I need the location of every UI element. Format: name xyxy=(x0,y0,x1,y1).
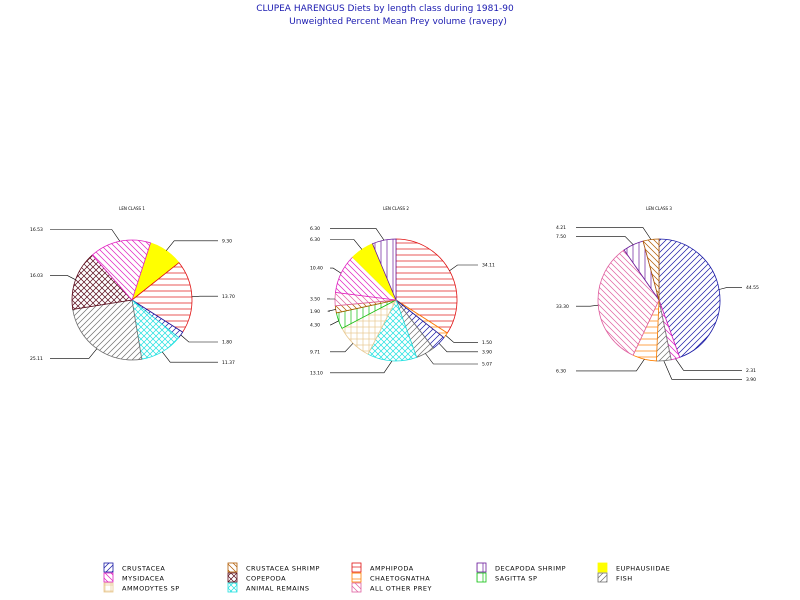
leader-line xyxy=(425,354,478,365)
leader-line xyxy=(50,276,76,280)
legend-swatch xyxy=(352,583,361,592)
leader-line xyxy=(166,241,218,251)
leader-line xyxy=(330,343,353,352)
legend-label: CRUSTACEA SHRIMP xyxy=(246,564,320,573)
leader-line xyxy=(576,237,633,245)
pie-3 xyxy=(556,206,759,383)
slice-label-fish: 5.07 xyxy=(482,362,493,368)
legend-swatch xyxy=(477,563,486,572)
pie-2 xyxy=(310,206,495,376)
pie-charts xyxy=(30,206,759,383)
slice-label-all-other-prey: 3.50 xyxy=(310,297,321,303)
legend xyxy=(104,563,670,593)
leader-line xyxy=(328,309,336,311)
slice-label-fish: 3.90 xyxy=(746,377,757,383)
slice-label-crustacea: 1.80 xyxy=(222,340,233,346)
slice-label-amphipoda: 34.11 xyxy=(482,263,495,269)
legend-swatch xyxy=(104,573,113,582)
leader-line xyxy=(330,361,392,373)
leader-line xyxy=(576,305,598,306)
legend-swatch xyxy=(228,573,237,582)
slice-label-crustacea: 3.90 xyxy=(482,350,493,356)
leader-line xyxy=(719,287,742,289)
legend-swatch xyxy=(598,573,607,582)
chart-subtitle: Unweighted Percent Mean Prey volume (ravepy) xyxy=(289,17,507,27)
pie-title: LEN CLASS 1 xyxy=(119,206,145,211)
leader-line xyxy=(330,240,362,250)
legend-swatch xyxy=(104,583,113,592)
slice-label-fish: 25.11 xyxy=(30,356,43,362)
pie-1 xyxy=(30,206,235,366)
leader-line xyxy=(439,343,478,352)
legend-label: AMPHIPODA xyxy=(370,564,414,573)
leader-line xyxy=(181,335,218,342)
legend-label: CRUSTACEA xyxy=(122,564,166,573)
slice-label-mysidacea: 10.40 xyxy=(310,266,323,272)
legend-item-animal-remains xyxy=(228,583,310,593)
leader-line xyxy=(162,352,218,362)
legend-label: COPEPODA xyxy=(246,574,287,583)
leader-line xyxy=(50,230,120,242)
legend-swatch xyxy=(352,573,361,582)
legend-swatch xyxy=(228,583,237,592)
slice-label-crustacea-shrimp: 1.90 xyxy=(310,309,321,315)
leader-line xyxy=(576,359,644,371)
legend-item-euphausiidae xyxy=(598,563,670,573)
leader-line xyxy=(676,359,743,371)
slice-label-sagitta-sp: 4.30 xyxy=(310,323,321,329)
legend-label: FISH xyxy=(616,574,633,583)
leader-line xyxy=(330,268,341,273)
legend-item-amphipoda xyxy=(352,563,414,573)
leader-line xyxy=(576,228,651,240)
legend-label: SAGITTA SP xyxy=(495,574,538,583)
legend-swatch xyxy=(477,573,486,582)
slice-label-animal-remains: 11.37 xyxy=(222,360,235,366)
slice-label-ammodytes-sp: 9.71 xyxy=(310,350,321,356)
slice-label-animal-remains: 13.10 xyxy=(310,371,323,377)
slice-label-mysidacea: 16.53 xyxy=(30,228,43,234)
legend-item-fish xyxy=(598,573,633,583)
leader-line xyxy=(192,296,218,297)
legend-item-crustacea xyxy=(104,563,165,573)
legend-item-chaetognatha xyxy=(352,573,430,583)
leader-line xyxy=(450,265,479,271)
slice-label-mysidacea: 2.31 xyxy=(746,368,757,374)
legend-label: CHAETOGNATHA xyxy=(370,574,431,583)
legend-item-sagitta-sp xyxy=(477,573,537,583)
legend-item-ammodytes-sp xyxy=(104,583,180,593)
legend-swatch xyxy=(228,563,237,572)
legend-swatch xyxy=(598,563,607,572)
slice-label-amphipoda: 13.70 xyxy=(222,294,235,300)
slice-label-chaetognatha: 1.50 xyxy=(482,340,493,346)
pie-title: LEN CLASS 2 xyxy=(383,206,409,211)
leader-line xyxy=(446,335,478,342)
legend-swatch xyxy=(352,563,361,572)
legend-item-crustacea-shrimp xyxy=(228,563,320,573)
slice-label-decapoda-shrimp: 6.30 xyxy=(310,227,321,233)
slice-label-decapoda-shrimp: 7.50 xyxy=(556,235,567,241)
legend-item-decapoda-shrimp xyxy=(477,563,566,573)
slice-label-euphausiidae: 9.30 xyxy=(222,239,233,245)
slice-label-all-other-prey: 33.30 xyxy=(556,304,569,310)
pie-title: LEN CLASS 3 xyxy=(646,206,672,211)
legend-label: ALL OTHER PREY xyxy=(370,584,432,593)
slice-label-crustacea-shrimp: 4.21 xyxy=(556,226,567,232)
chart-title: CLUPEA HARENGUS Diets by length class during 1981-90 xyxy=(256,4,514,14)
legend-label: MYSIDACEA xyxy=(122,574,165,583)
legend-swatch xyxy=(104,563,113,572)
slice-label-euphausiidae: 6.30 xyxy=(310,238,321,244)
legend-label: EUPHAUSIIDAE xyxy=(616,564,671,573)
pie-slice-fish xyxy=(73,300,142,360)
legend-label: AMMODYTES SP xyxy=(122,584,180,593)
legend-item-mysidacea xyxy=(104,573,164,583)
legend-label: DECAPODA SHRIMP xyxy=(495,564,567,573)
legend-item-all-other-prey xyxy=(352,583,432,593)
legend-label: ANIMAL REMAINS xyxy=(246,584,310,593)
slice-label-crustacea: 44.55 xyxy=(746,286,759,292)
slice-label-chaetognatha: 6.30 xyxy=(556,369,567,375)
slice-label-copepoda: 16.03 xyxy=(30,274,43,280)
legend-item-copepoda xyxy=(228,573,286,583)
leader-line xyxy=(330,321,339,325)
leader-line xyxy=(330,228,384,240)
leader-line xyxy=(50,349,97,359)
